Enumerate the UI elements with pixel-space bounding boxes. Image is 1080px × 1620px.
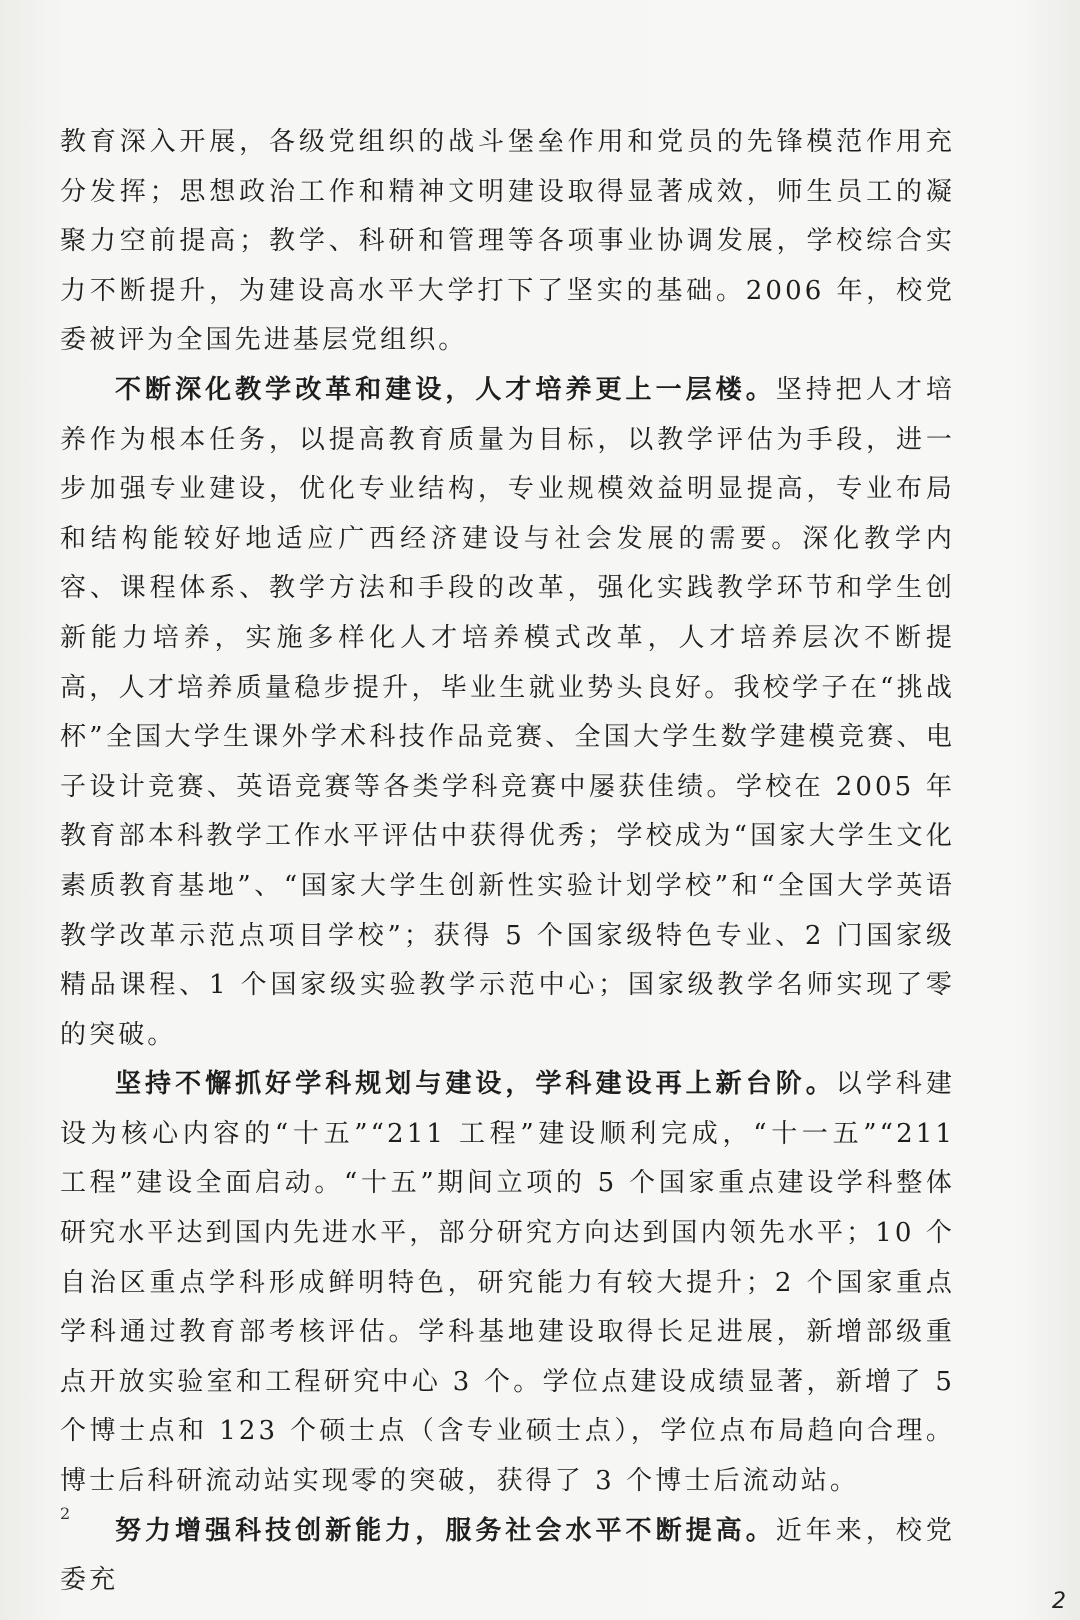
paragraph-lead: 努力增强科技创新能力，服务社会水平不断提高。 (115, 1515, 776, 1546)
paragraph-continuation (60, 118, 955, 366)
paragraph-lead: 不断深化教学改革和建设，人才培养更上一层楼。 (115, 374, 776, 405)
paragraph-discipline-building (60, 1060, 955, 1506)
page-number: 2 (60, 1504, 71, 1523)
paragraph-text: 坚持把人才培养作为根本任务，以提高教育质量为目标，以教学评估为手段，进一步加强专业建设，优化专业结构，专业规模效益明显提高，专业布局和结构能较好地适应广西经济建设与社会发展的需要。深化教学内容、课程体系、教学方法和手段的改革，强化实践教学环节和学生创新能力培养，实施多样化人才培养模式改革，人才培养层次不断提高，人才培养质量稳步提升，毕业生就业势头良好。我校学子在“挑战杯”全国大学生课外学术科技作品竞赛、全国大学生数学建模竞赛、电子设计竞赛、英语竞赛等各类学科竞赛中屡获佳绩。学校在 2005 年教育部本科教学工作水平评估中获得优秀；学校成为“国家大学生文化素质教育基地”、“国家大学生创新性实验计划学校”和“全国大学英语教学改革示范点项目学校”；获得 5 个国家级特色专业、2 门国家级精品课程、1 个国家级实验教学示范中心；国家级教学名师实现了零的突破。 (60, 374, 955, 1050)
paragraph-text: 以学科建设为核心内容的“十五”“211 工程”建设顺利完成，“十一五”“211 工程”建设全面启动。“十五”期间立项的 5 个国家重点建设学科整体研究水平达到国内先进水平，部分研究方向达到国内领先水平；10 个自治区重点学科形成鲜明特色，研究能力有较大提升；2 个国家重点学科通过教育部考核评估。学科基地建设取得长足进展，新增部级重点开放实验室和工程研究中心 3 个。学位点建设成绩显著，新增了 5 个博士点和 123 个硕士点（含专业硕士点），学位点布局趋向合理。博士后科研流动站实现零的突破，获得了 3 个博士后流动站。 (60, 1069, 955, 1497)
paragraph-lead: 坚持不懈抓好学科规划与建设，学科建设再上新台阶。 (115, 1069, 836, 1100)
paragraph-innovation (60, 1507, 955, 1606)
paragraph-teaching-reform (60, 366, 955, 1060)
body-text (60, 118, 955, 1606)
paragraph-text: 近年来，校党委充 (60, 1515, 955, 1596)
handwritten-page-mark: 2 (1052, 1589, 1066, 1614)
paragraph-text: 教育深入开展，各级党组织的战斗堡垒作用和党员的先锋模范作用充分发挥；思想政治工作和精神文明建设取得显著成效，师生员工的凝聚力空前提高；教学、科研和管理等各项事业协调发展，学校综合实力不断提升，为建设高水平大学打下了坚实的基础。2006 年，校党委被评为全国先进基层党组织。 (60, 127, 955, 356)
